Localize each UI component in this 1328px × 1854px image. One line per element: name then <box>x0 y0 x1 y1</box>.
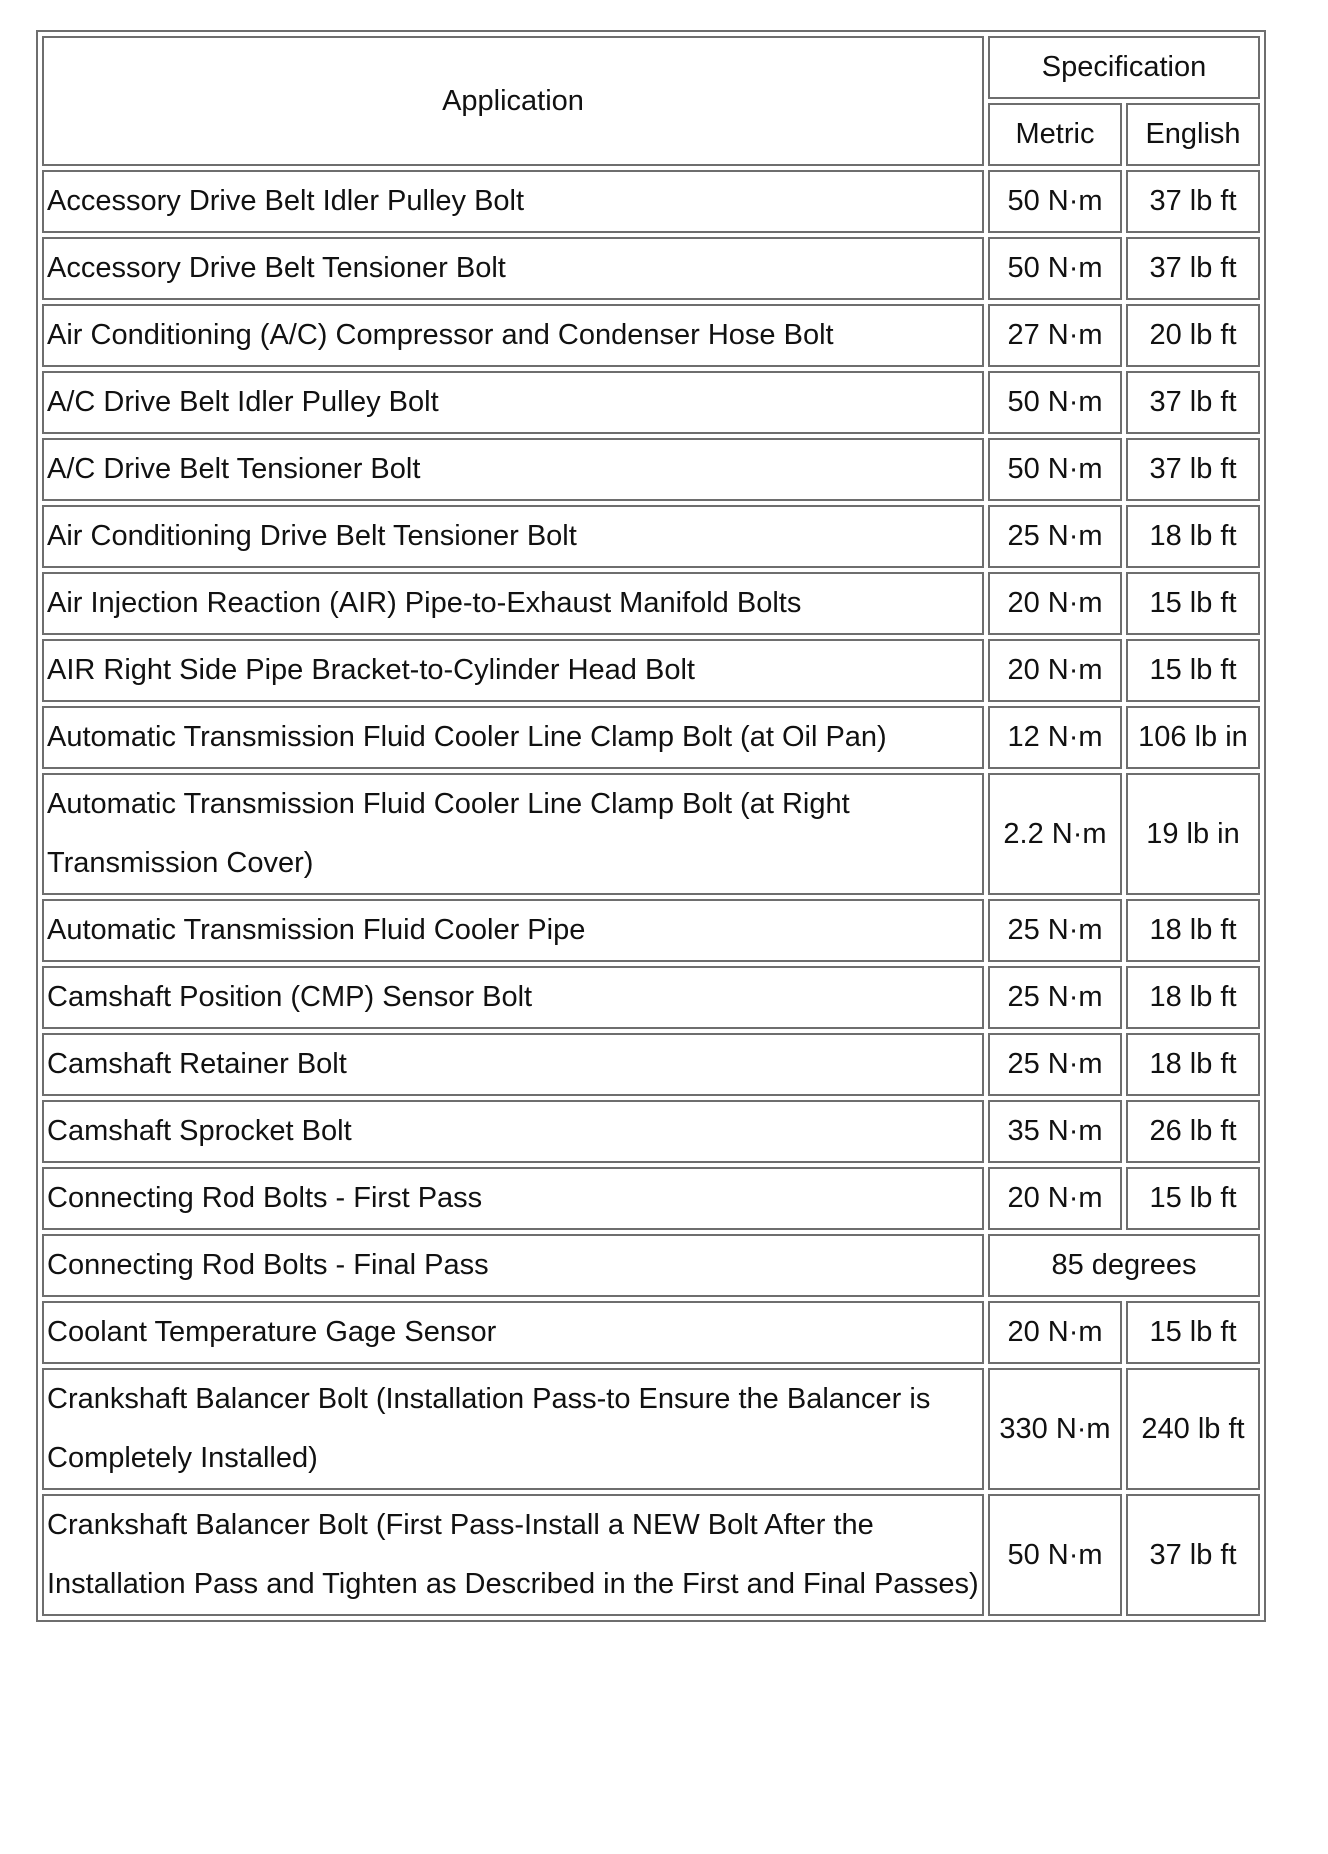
application-cell: Crankshaft Balancer Bolt (Installation Pass-to Ensure the Balancer is Completely Installed) <box>42 1368 984 1490</box>
metric-cell: 50 N·m <box>988 438 1122 501</box>
header-specification: Specification <box>988 36 1260 99</box>
header-english: English <box>1126 103 1260 166</box>
application-cell: Coolant Temperature Gage Sensor <box>42 1301 984 1364</box>
table-row <box>42 899 1260 962</box>
metric-cell: 50 N·m <box>988 1494 1122 1616</box>
english-cell: 15 lb ft <box>1126 572 1260 635</box>
application-cell: Accessory Drive Belt Idler Pulley Bolt <box>42 170 984 233</box>
english-cell: 18 lb ft <box>1126 1033 1260 1096</box>
english-cell: 37 lb ft <box>1126 237 1260 300</box>
table-row <box>42 1100 1260 1163</box>
english-cell: 37 lb ft <box>1126 170 1260 233</box>
english-cell: 15 lb ft <box>1126 639 1260 702</box>
application-cell: Automatic Transmission Fluid Cooler Pipe <box>42 899 984 962</box>
metric-cell: 20 N·m <box>988 1301 1122 1364</box>
header-metric: Metric <box>988 103 1122 166</box>
metric-cell: 35 N·m <box>988 1100 1122 1163</box>
torque-spec-table <box>36 30 1266 1622</box>
english-cell: 20 lb ft <box>1126 304 1260 367</box>
english-cell: 18 lb ft <box>1126 899 1260 962</box>
english-cell: 26 lb ft <box>1126 1100 1260 1163</box>
application-cell: Air Conditioning (A/C) Compressor and Condenser Hose Bolt <box>42 304 984 367</box>
table-row <box>42 639 1260 702</box>
english-cell: 37 lb ft <box>1126 438 1260 501</box>
application-cell: Camshaft Position (CMP) Sensor Bolt <box>42 966 984 1029</box>
english-cell: 18 lb ft <box>1126 505 1260 568</box>
english-cell: 37 lb ft <box>1126 1494 1260 1616</box>
torque-spec-sheet <box>36 30 1262 1622</box>
table-body <box>42 170 1260 1616</box>
application-cell: Camshaft Retainer Bolt <box>42 1033 984 1096</box>
specification-merged-cell: 85 degrees <box>988 1234 1260 1297</box>
english-cell: 37 lb ft <box>1126 371 1260 434</box>
metric-cell: 25 N·m <box>988 899 1122 962</box>
metric-cell: 330 N·m <box>988 1368 1122 1490</box>
table-row <box>42 371 1260 434</box>
table-row <box>42 1234 1260 1297</box>
table-row <box>42 572 1260 635</box>
application-cell: Connecting Rod Bolts - First Pass <box>42 1167 984 1230</box>
table-row <box>42 1368 1260 1490</box>
metric-cell: 50 N·m <box>988 371 1122 434</box>
english-cell: 15 lb ft <box>1126 1301 1260 1364</box>
table-row <box>42 1033 1260 1096</box>
metric-cell: 27 N·m <box>988 304 1122 367</box>
table-row <box>42 1494 1260 1616</box>
metric-cell: 20 N·m <box>988 1167 1122 1230</box>
english-cell: 19 lb in <box>1126 773 1260 895</box>
table-header <box>42 36 1260 166</box>
english-cell: 106 lb in <box>1126 706 1260 769</box>
table-row <box>42 966 1260 1029</box>
table-row <box>42 773 1260 895</box>
english-cell: 240 lb ft <box>1126 1368 1260 1490</box>
application-cell: Automatic Transmission Fluid Cooler Line Clamp Bolt (at Right Transmission Cover) <box>42 773 984 895</box>
metric-cell: 25 N·m <box>988 966 1122 1029</box>
application-cell: A/C Drive Belt Idler Pulley Bolt <box>42 371 984 434</box>
table-row <box>42 237 1260 300</box>
application-cell: Accessory Drive Belt Tensioner Bolt <box>42 237 984 300</box>
table-row <box>42 438 1260 501</box>
table-row <box>42 304 1260 367</box>
metric-cell: 2.2 N·m <box>988 773 1122 895</box>
application-cell: Connecting Rod Bolts - Final Pass <box>42 1234 984 1297</box>
metric-cell: 20 N·m <box>988 572 1122 635</box>
metric-cell: 25 N·m <box>988 505 1122 568</box>
application-cell: Crankshaft Balancer Bolt (First Pass-Install a NEW Bolt After the Installation Pass and Tighten as Described in the First and Final Passes) <box>42 1494 984 1616</box>
table-row <box>42 505 1260 568</box>
table-row <box>42 1167 1260 1230</box>
application-cell: Air Injection Reaction (AIR) Pipe-to-Exhaust Manifold Bolts <box>42 572 984 635</box>
application-cell: Air Conditioning Drive Belt Tensioner Bolt <box>42 505 984 568</box>
application-cell: A/C Drive Belt Tensioner Bolt <box>42 438 984 501</box>
header-application: Application <box>42 36 984 166</box>
metric-cell: 12 N·m <box>988 706 1122 769</box>
metric-cell: 50 N·m <box>988 237 1122 300</box>
application-cell: Automatic Transmission Fluid Cooler Line Clamp Bolt (at Oil Pan) <box>42 706 984 769</box>
table-row <box>42 1301 1260 1364</box>
application-cell: AIR Right Side Pipe Bracket-to-Cylinder Head Bolt <box>42 639 984 702</box>
metric-cell: 50 N·m <box>988 170 1122 233</box>
metric-cell: 25 N·m <box>988 1033 1122 1096</box>
table-row <box>42 706 1260 769</box>
english-cell: 15 lb ft <box>1126 1167 1260 1230</box>
table-row <box>42 170 1260 233</box>
metric-cell: 20 N·m <box>988 639 1122 702</box>
application-cell: Camshaft Sprocket Bolt <box>42 1100 984 1163</box>
english-cell: 18 lb ft <box>1126 966 1260 1029</box>
